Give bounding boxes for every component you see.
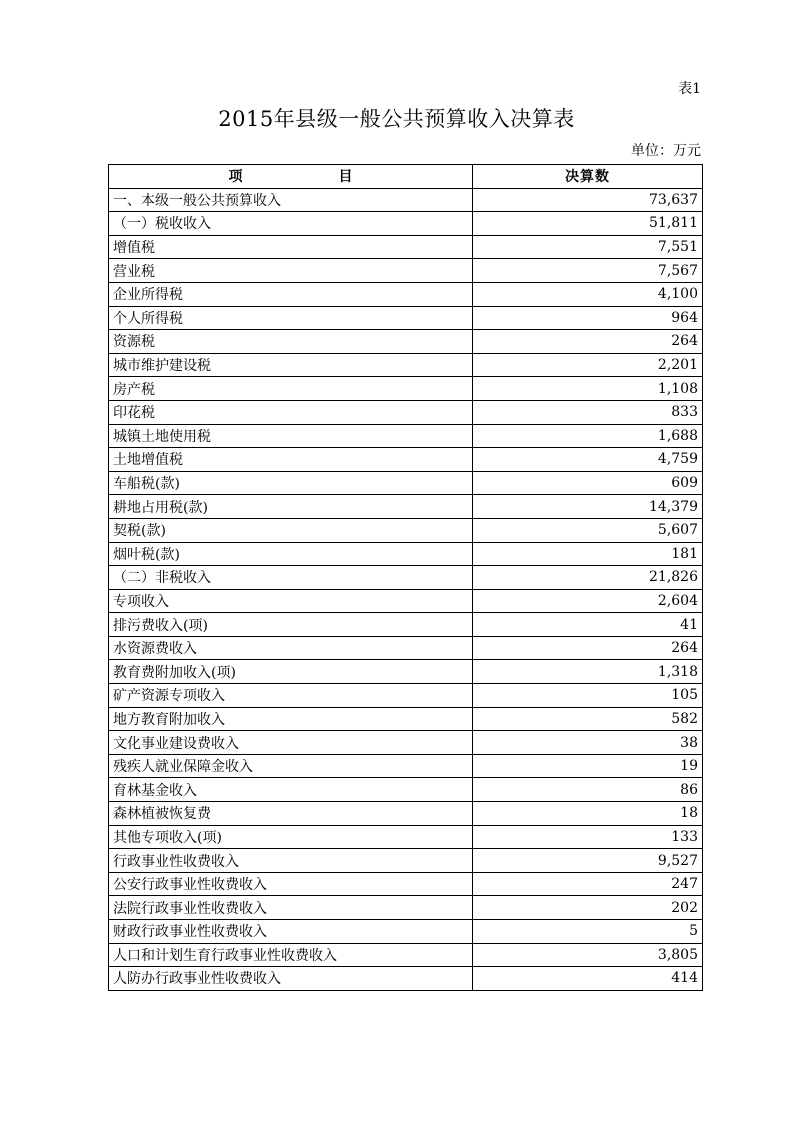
- table-number: 表1: [678, 81, 701, 97]
- row-amount: 1,108: [473, 377, 703, 401]
- table-row: [109, 235, 703, 259]
- table-row: [109, 188, 703, 212]
- row-amount: 5: [473, 920, 703, 944]
- row-amount: 9,527: [473, 849, 703, 873]
- row-amount: 3,805: [473, 943, 703, 967]
- row-label: 资源税: [109, 330, 473, 354]
- row-amount: 38: [473, 731, 703, 755]
- row-amount: 2,604: [473, 589, 703, 613]
- row-amount: 264: [473, 330, 703, 354]
- row-label: 公安行政事业性收费收入: [109, 872, 473, 896]
- row-label: 车船税(款): [109, 471, 473, 495]
- row-label: 烟叶税(款): [109, 542, 473, 566]
- row-amount: 86: [473, 778, 703, 802]
- row-amount: 7,567: [473, 259, 703, 283]
- row-label: 耕地占用税(款): [109, 495, 473, 519]
- row-amount: 609: [473, 471, 703, 495]
- row-label: （一）税收收入: [109, 212, 473, 236]
- row-label: 房产税: [109, 377, 473, 401]
- table-row: [109, 825, 703, 849]
- row-amount: 264: [473, 636, 703, 660]
- row-label: 残疾人就业保障金收入: [109, 754, 473, 778]
- table-row: [109, 754, 703, 778]
- table-row: [109, 778, 703, 802]
- row-amount: 18: [473, 802, 703, 826]
- table-row: [109, 282, 703, 306]
- row-amount: 4,100: [473, 282, 703, 306]
- table-row: [109, 400, 703, 424]
- row-label: 财政行政事业性收费收入: [109, 920, 473, 944]
- header-item-left: 项: [228, 169, 243, 186]
- table-row: [109, 212, 703, 236]
- row-amount: 19: [473, 754, 703, 778]
- row-label: 人防办行政事业性收费收入: [109, 967, 473, 991]
- table-row: [109, 471, 703, 495]
- row-label: 契税(款): [109, 518, 473, 542]
- table-row: [109, 731, 703, 755]
- page-title: 2015年县级一般公共预算收入决算表: [218, 107, 575, 131]
- header-item-right: 目: [338, 169, 353, 186]
- row-label: 土地增值税: [109, 448, 473, 472]
- row-label: （二）非税收入: [109, 566, 473, 590]
- table-row: [109, 684, 703, 708]
- row-amount: 41: [473, 613, 703, 637]
- table-row: [109, 566, 703, 590]
- row-label: 水资源费收入: [109, 636, 473, 660]
- header-amount: 决算数: [473, 165, 703, 189]
- row-amount: 5,607: [473, 518, 703, 542]
- row-amount: 1,318: [473, 660, 703, 684]
- row-label: 其他专项收入(项): [109, 825, 473, 849]
- budget-table: [108, 164, 703, 991]
- row-label: 文化事业建设费收入: [109, 731, 473, 755]
- row-amount: 964: [473, 306, 703, 330]
- table-row: [109, 448, 703, 472]
- row-label: 增值税: [109, 235, 473, 259]
- header-item: [109, 165, 473, 189]
- row-amount: 7,551: [473, 235, 703, 259]
- table-row: [109, 306, 703, 330]
- table-row: [109, 353, 703, 377]
- table-row: [109, 613, 703, 637]
- unit-label: 单位：万元: [631, 143, 701, 159]
- table-row: [109, 542, 703, 566]
- row-amount: 247: [473, 872, 703, 896]
- table-row: [109, 495, 703, 519]
- table-row: [109, 872, 703, 896]
- row-label: 地方教育附加收入: [109, 707, 473, 731]
- row-amount: 1,688: [473, 424, 703, 448]
- table-header-row: [109, 165, 703, 189]
- table-row: [109, 518, 703, 542]
- table-row: [109, 920, 703, 944]
- table-row: [109, 967, 703, 991]
- row-label: 印花税: [109, 400, 473, 424]
- row-amount: 2,201: [473, 353, 703, 377]
- row-label: 矿产资源专项收入: [109, 684, 473, 708]
- table-row: [109, 849, 703, 873]
- table-row: [109, 377, 703, 401]
- row-amount: 73,637: [473, 188, 703, 212]
- table-row: [109, 259, 703, 283]
- row-label: 专项收入: [109, 589, 473, 613]
- row-label: 法院行政事业性收费收入: [109, 896, 473, 920]
- row-label: 城镇土地使用税: [109, 424, 473, 448]
- row-label: 个人所得税: [109, 306, 473, 330]
- row-label: 人口和计划生育行政事业性收费收入: [109, 943, 473, 967]
- row-amount: 582: [473, 707, 703, 731]
- row-label: 育林基金收入: [109, 778, 473, 802]
- row-label: 营业税: [109, 259, 473, 283]
- table-row: [109, 802, 703, 826]
- table-row: [109, 424, 703, 448]
- table-row: [109, 896, 703, 920]
- row-amount: 14,379: [473, 495, 703, 519]
- row-amount: 105: [473, 684, 703, 708]
- table-row: [109, 330, 703, 354]
- row-label: 企业所得税: [109, 282, 473, 306]
- table-body: [109, 188, 703, 990]
- row-amount: 833: [473, 400, 703, 424]
- row-label: 森林植被恢复费: [109, 802, 473, 826]
- table-row: [109, 589, 703, 613]
- row-amount: 414: [473, 967, 703, 991]
- row-amount: 202: [473, 896, 703, 920]
- row-amount: 181: [473, 542, 703, 566]
- row-label: 行政事业性收费收入: [109, 849, 473, 873]
- table-row: [109, 943, 703, 967]
- row-label: 一、本级一般公共预算收入: [109, 188, 473, 212]
- row-amount: 133: [473, 825, 703, 849]
- row-label: 城市维护建设税: [109, 353, 473, 377]
- table-row: [109, 707, 703, 731]
- row-amount: 51,811: [473, 212, 703, 236]
- table-row: [109, 636, 703, 660]
- table-row: [109, 660, 703, 684]
- row-amount: 21,826: [473, 566, 703, 590]
- row-amount: 4,759: [473, 448, 703, 472]
- row-label: 教育费附加收入(项): [109, 660, 473, 684]
- row-label: 排污费收入(项): [109, 613, 473, 637]
